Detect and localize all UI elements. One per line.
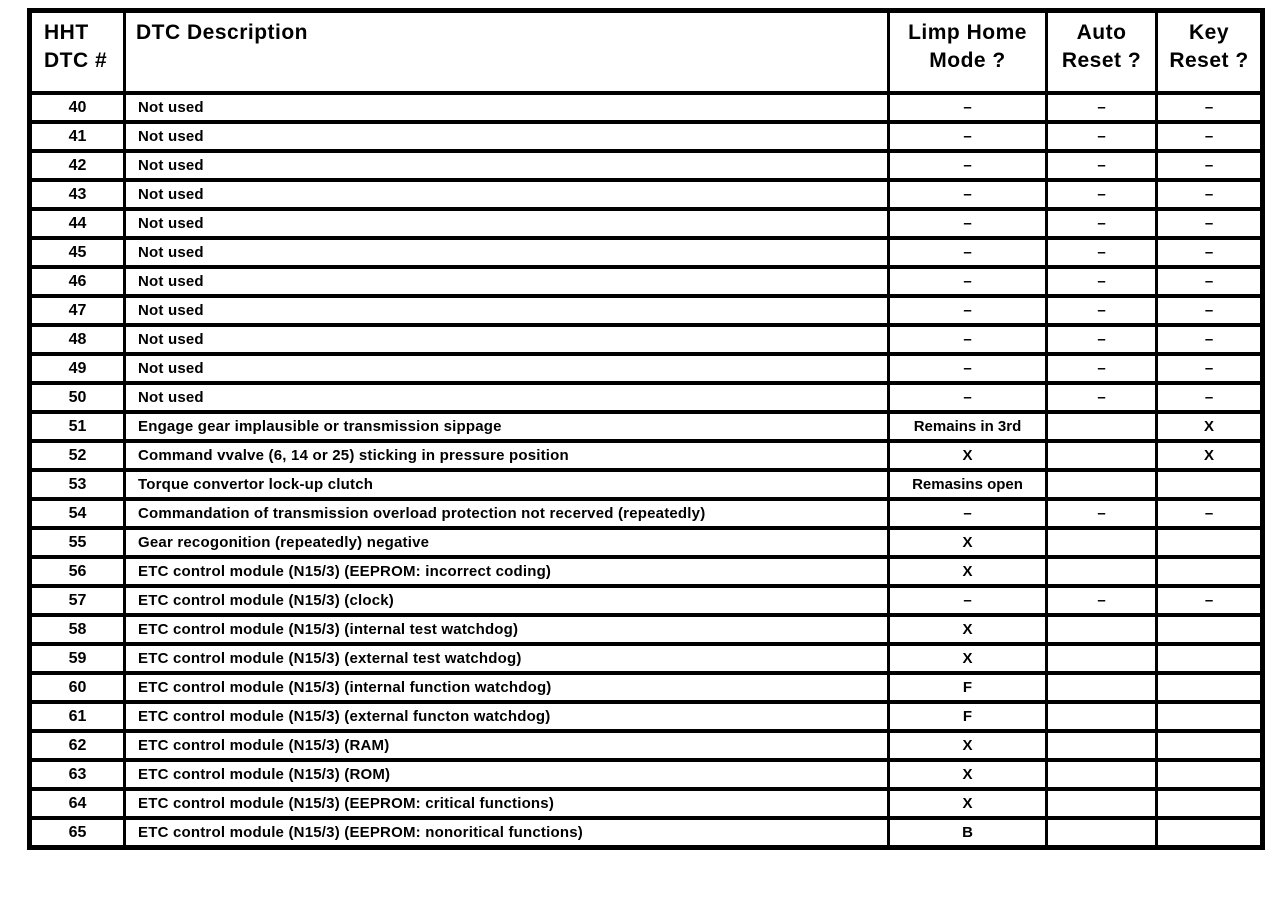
limp-home-mode-cell: – <box>889 325 1047 354</box>
dtc-number-cell: 53 <box>30 470 125 499</box>
dtc-number-cell: 55 <box>30 528 125 557</box>
header-limp-home-mode-line1: Limp Home <box>908 21 1027 44</box>
limp-home-mode-cell: – <box>889 209 1047 238</box>
limp-home-mode-cell: B <box>889 818 1047 848</box>
auto-reset-cell <box>1047 528 1157 557</box>
dtc-description-cell: ETC control module (N15/3) (RAM) <box>125 731 889 760</box>
dtc-number-cell: 56 <box>30 557 125 586</box>
dtc-description-cell: ETC control module (N15/3) (internal test watchdog) <box>125 615 889 644</box>
dtc-number-cell: 60 <box>30 673 125 702</box>
table-row <box>30 441 1263 470</box>
dtc-number-cell: 59 <box>30 644 125 673</box>
dtc-description-cell: ETC control module (N15/3) (clock) <box>125 586 889 615</box>
key-reset-cell: – <box>1157 296 1263 325</box>
dtc-description-cell: Torque convertor lock-up clutch <box>125 470 889 499</box>
auto-reset-cell: – <box>1047 354 1157 383</box>
key-reset-cell: – <box>1157 267 1263 296</box>
dtc-number-cell: 58 <box>30 615 125 644</box>
auto-reset-cell <box>1047 702 1157 731</box>
dtc-description-cell: ETC control module (N15/3) (external functon watchdog) <box>125 702 889 731</box>
table-row <box>30 209 1263 238</box>
table-row <box>30 325 1263 354</box>
key-reset-cell: – <box>1157 325 1263 354</box>
dtc-number-cell: 64 <box>30 789 125 818</box>
auto-reset-cell <box>1047 644 1157 673</box>
auto-reset-cell <box>1047 789 1157 818</box>
header-row <box>30 11 1263 94</box>
table-row <box>30 470 1263 499</box>
dtc-description-cell: Not used <box>125 122 889 151</box>
header-key-reset-line1: Key <box>1188 21 1230 44</box>
key-reset-cell <box>1157 644 1263 673</box>
auto-reset-cell <box>1047 470 1157 499</box>
header-auto-reset <box>1047 11 1157 94</box>
auto-reset-cell <box>1047 818 1157 848</box>
dtc-number-cell: 40 <box>30 93 125 122</box>
dtc-number-cell: 48 <box>30 325 125 354</box>
dtc-number-cell: 43 <box>30 180 125 209</box>
table-row <box>30 586 1263 615</box>
table-row <box>30 122 1263 151</box>
dtc-description-cell: Not used <box>125 209 889 238</box>
dtc-description-cell: Not used <box>125 383 889 412</box>
table-row <box>30 412 1263 441</box>
limp-home-mode-cell: – <box>889 383 1047 412</box>
dtc-description-cell: Not used <box>125 267 889 296</box>
auto-reset-cell <box>1047 760 1157 789</box>
key-reset-cell <box>1157 702 1263 731</box>
limp-home-mode-cell: X <box>889 528 1047 557</box>
limp-home-mode-cell: – <box>889 586 1047 615</box>
auto-reset-cell: – <box>1047 122 1157 151</box>
limp-home-mode-cell: X <box>889 615 1047 644</box>
table-row <box>30 818 1263 848</box>
table-row <box>30 760 1263 789</box>
dtc-description-cell: Not used <box>125 354 889 383</box>
dtc-number-cell: 62 <box>30 731 125 760</box>
auto-reset-cell: – <box>1047 151 1157 180</box>
header-dtc-description <box>125 11 889 94</box>
limp-home-mode-cell: F <box>889 673 1047 702</box>
auto-reset-cell: – <box>1047 180 1157 209</box>
dtc-number-cell: 41 <box>30 122 125 151</box>
auto-reset-cell <box>1047 673 1157 702</box>
dtc-description-cell: Commandation of transmission overload protection not recerved (repeatedly) <box>125 499 889 528</box>
dtc-description-cell: ETC control module (N15/3) (EEPROM: critical functions) <box>125 789 889 818</box>
key-reset-cell: – <box>1157 586 1263 615</box>
table-row <box>30 499 1263 528</box>
dtc-description-cell: ETC control module (N15/3) (external test watchdog) <box>125 644 889 673</box>
limp-home-mode-cell: – <box>889 93 1047 122</box>
auto-reset-cell: – <box>1047 238 1157 267</box>
header-key-reset <box>1157 11 1263 94</box>
key-reset-cell <box>1157 789 1263 818</box>
auto-reset-cell: – <box>1047 93 1157 122</box>
dtc-number-cell: 57 <box>30 586 125 615</box>
table-row <box>30 731 1263 760</box>
auto-reset-cell <box>1047 441 1157 470</box>
table-row <box>30 354 1263 383</box>
dtc-description-cell: Not used <box>125 296 889 325</box>
key-reset-cell: – <box>1157 93 1263 122</box>
limp-home-mode-cell: – <box>889 296 1047 325</box>
key-reset-cell: – <box>1157 354 1263 383</box>
dtc-description-cell: Not used <box>125 238 889 267</box>
dtc-number-cell: 65 <box>30 818 125 848</box>
header-limp-home-mode <box>889 11 1047 94</box>
table-row <box>30 615 1263 644</box>
table-row <box>30 180 1263 209</box>
auto-reset-cell: – <box>1047 267 1157 296</box>
key-reset-cell <box>1157 818 1263 848</box>
auto-reset-cell: – <box>1047 586 1157 615</box>
limp-home-mode-cell: X <box>889 760 1047 789</box>
limp-home-mode-cell: – <box>889 238 1047 267</box>
dtc-number-cell: 45 <box>30 238 125 267</box>
auto-reset-cell <box>1047 731 1157 760</box>
dtc-description-cell: Not used <box>125 93 889 122</box>
header-dtc-description-line1: DTC Description <box>136 21 309 44</box>
dtc-number-cell: 50 <box>30 383 125 412</box>
dtc-description-cell: ETC control module (N15/3) (EEPROM: nonoritical functions) <box>125 818 889 848</box>
dtc-description-cell: ETC control module (N15/3) (ROM) <box>125 760 889 789</box>
table-row <box>30 296 1263 325</box>
limp-home-mode-cell: X <box>889 644 1047 673</box>
table-row <box>30 238 1263 267</box>
auto-reset-cell: – <box>1047 296 1157 325</box>
dtc-description-cell: Command vvalve (6, 14 or 25) sticking in pressure position <box>125 441 889 470</box>
key-reset-cell <box>1157 470 1263 499</box>
dtc-description-cell: ETC control module (N15/3) (EEPROM: incorrect coding) <box>125 557 889 586</box>
dtc-table <box>27 8 1265 850</box>
limp-home-mode-cell: X <box>889 557 1047 586</box>
dtc-number-cell: 47 <box>30 296 125 325</box>
limp-home-mode-cell: X <box>889 441 1047 470</box>
dtc-description-cell: Not used <box>125 325 889 354</box>
header-auto-reset-line1: Auto <box>1076 21 1127 44</box>
dtc-description-cell: Gear recogonition (repeatedly) negative <box>125 528 889 557</box>
key-reset-cell <box>1157 673 1263 702</box>
key-reset-cell: – <box>1157 122 1263 151</box>
limp-home-mode-cell: – <box>889 354 1047 383</box>
dtc-number-cell: 52 <box>30 441 125 470</box>
key-reset-cell: – <box>1157 499 1263 528</box>
auto-reset-cell: – <box>1047 209 1157 238</box>
auto-reset-cell <box>1047 615 1157 644</box>
limp-home-mode-cell: – <box>889 151 1047 180</box>
auto-reset-cell: – <box>1047 499 1157 528</box>
table-row <box>30 702 1263 731</box>
dtc-number-cell: 46 <box>30 267 125 296</box>
limp-home-mode-cell: Remasins open <box>889 470 1047 499</box>
dtc-number-cell: 61 <box>30 702 125 731</box>
limp-home-mode-cell: F <box>889 702 1047 731</box>
table-row <box>30 528 1263 557</box>
key-reset-cell: – <box>1157 238 1263 267</box>
key-reset-cell <box>1157 731 1263 760</box>
dtc-number-cell: 51 <box>30 412 125 441</box>
dtc-number-cell: 44 <box>30 209 125 238</box>
dtc-description-cell: Not used <box>125 180 889 209</box>
limp-home-mode-cell: – <box>889 180 1047 209</box>
auto-reset-cell: – <box>1047 383 1157 412</box>
key-reset-cell: – <box>1157 151 1263 180</box>
table-row <box>30 644 1263 673</box>
header-hht-dtc <box>30 11 125 94</box>
key-reset-cell <box>1157 615 1263 644</box>
table-row <box>30 383 1263 412</box>
dtc-description-cell: Not used <box>125 151 889 180</box>
limp-home-mode-cell: – <box>889 122 1047 151</box>
header-limp-home-mode-line2: Mode ? <box>929 49 1006 73</box>
table-row <box>30 557 1263 586</box>
dtc-number-cell: 54 <box>30 499 125 528</box>
table-row <box>30 789 1263 818</box>
limp-home-mode-cell: Remains in 3rd <box>889 412 1047 441</box>
dtc-number-cell: 63 <box>30 760 125 789</box>
header-hht-dtc-line2: DTC # <box>44 49 108 73</box>
dtc-number-cell: 49 <box>30 354 125 383</box>
limp-home-mode-cell: X <box>889 789 1047 818</box>
table-row <box>30 93 1263 122</box>
auto-reset-cell: – <box>1047 325 1157 354</box>
auto-reset-cell <box>1047 412 1157 441</box>
table-row <box>30 151 1263 180</box>
key-reset-cell: – <box>1157 209 1263 238</box>
dtc-description-cell: ETC control module (N15/3) (internal function watchdog) <box>125 673 889 702</box>
limp-home-mode-cell: – <box>889 499 1047 528</box>
dtc-number-cell: 42 <box>30 151 125 180</box>
key-reset-cell: – <box>1157 383 1263 412</box>
table-row <box>30 673 1263 702</box>
header-key-reset-line2: Reset ? <box>1169 49 1249 73</box>
key-reset-cell: – <box>1157 180 1263 209</box>
table-row <box>30 267 1263 296</box>
header-auto-reset-line2: Reset ? <box>1061 49 1142 73</box>
dtc-description-cell: Engage gear implausible or transmission sippage <box>125 412 889 441</box>
key-reset-cell <box>1157 557 1263 586</box>
header-hht-dtc-line1: HHT <box>44 21 89 44</box>
key-reset-cell: X <box>1157 412 1263 441</box>
key-reset-cell <box>1157 528 1263 557</box>
key-reset-cell <box>1157 760 1263 789</box>
key-reset-cell: X <box>1157 441 1263 470</box>
auto-reset-cell <box>1047 557 1157 586</box>
limp-home-mode-cell: X <box>889 731 1047 760</box>
limp-home-mode-cell: – <box>889 267 1047 296</box>
